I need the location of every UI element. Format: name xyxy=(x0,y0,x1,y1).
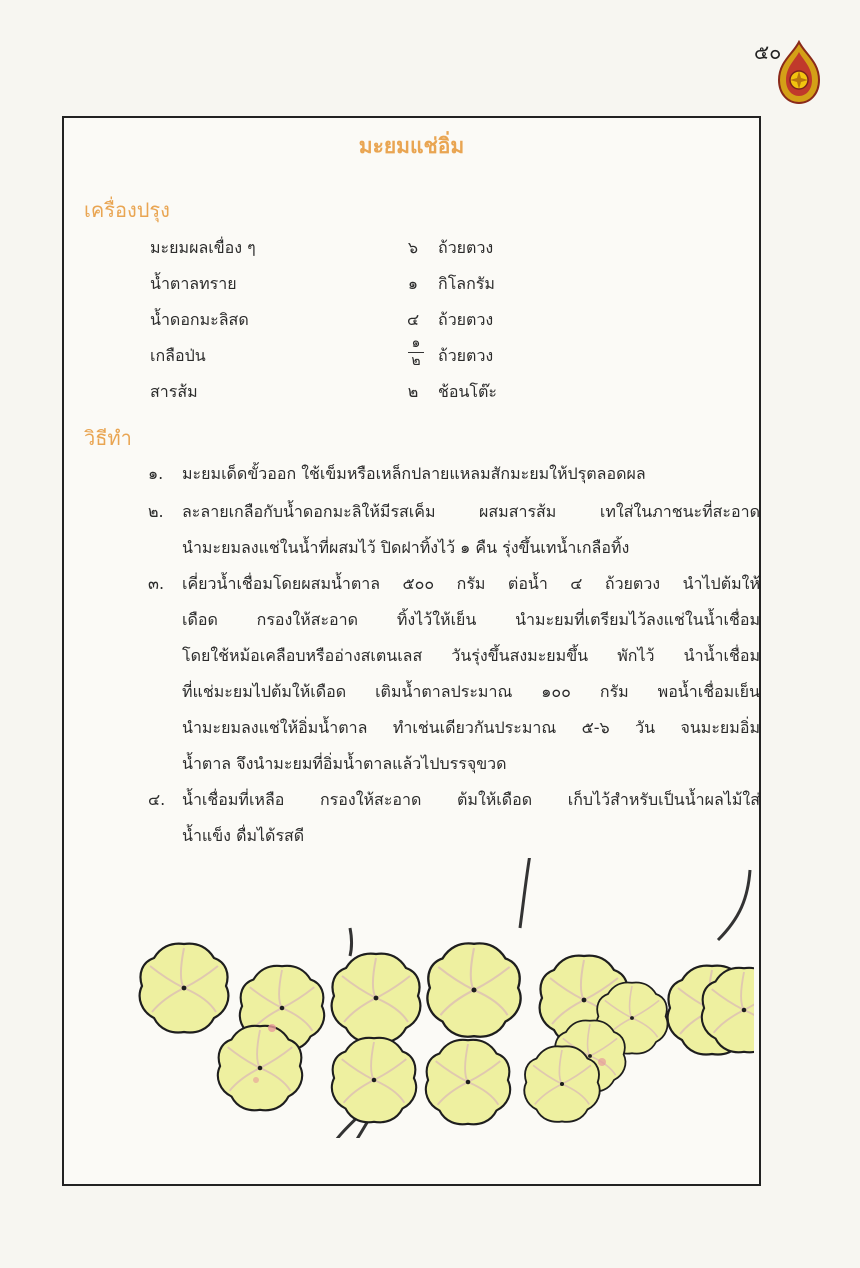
ingredient-qty: ๒ xyxy=(407,382,419,401)
step-line: เคี่ยวน้ำเชื่อมโดยผสมน้ำตาล ๕๐๐ กรัม ต่อน้ำ ๔ ถ้วยตวง นำไปต้มให้ xyxy=(182,574,760,593)
step-line: ละลายเกลือกับน้ำดอกมะลิให้มีรสเค็ม ผสมสารส้ม เทใส่ในภาชนะที่สะอาด xyxy=(182,502,760,521)
ingredient-name: สารส้ม xyxy=(150,382,198,401)
ingredient-qty: ๖ xyxy=(407,238,419,257)
step-number: ๔. xyxy=(148,790,166,809)
ingredient-unit: ถ้วยตวง xyxy=(438,238,494,257)
step-line: โดยใช้หม้อเคลือบหรืออ่างสเตนเลส วันรุ่งขึ้นสงมะยมขึ้น พักไว้ นำน้ำเชื่อม xyxy=(182,646,760,665)
ingredient-unit: กิโลกรัม xyxy=(438,274,495,293)
step-text xyxy=(182,494,760,566)
step-line: นำมะยมลงแช่ในน้ำที่ผสมไว้ ปิดฝาทิ้งไว้ ๑ คืน รุ่งขึ้นเทน้ำเกลือทิ้ง xyxy=(182,538,630,557)
recipe-card xyxy=(62,116,761,1186)
page-number: ๕๐ xyxy=(754,40,782,64)
fraction-numerator: ๑ xyxy=(411,335,421,351)
method-heading: วิธีทำ xyxy=(84,426,132,450)
ingredient-name: น้ำดอกมะลิสด xyxy=(150,310,249,329)
step-line: ที่แช่มะยมไปต้มให้เดือด เติมน้ำตาลประมาณ ๑๐๐ กรัม พอน้ำเชื่อมเย็น xyxy=(182,682,760,701)
step-line: น้ำตาล จึงนำมะยมที่อิ่มน้ำตาลแล้วไปบรรจุขวด xyxy=(182,754,507,773)
step-line: น้ำแข็ง ดื่มได้รสดี xyxy=(182,826,305,845)
recipe-title: มะยมแช่อิ่ม xyxy=(358,133,465,158)
ingredient-unit: ถ้วยตวง xyxy=(438,346,494,365)
step-line: มะยมเด็ดขั้วออก ใช้เข็มหรือเหล็กปลายแหลมสักมะยมให้ปรุตลอดผล xyxy=(182,464,646,483)
ingredient-qty-fraction xyxy=(408,336,424,369)
ingredient-name: มะยมผลเขื่อง ๆ xyxy=(150,238,256,257)
ingredient-unit: ช้อนโต๊ะ xyxy=(438,382,497,401)
ingredient-name: เกลือป่น xyxy=(150,346,206,365)
step-number: ๑. xyxy=(148,464,164,483)
fraction-denominator: ๒ xyxy=(411,353,421,369)
ingredients-heading: เครื่องปรุง xyxy=(84,198,170,222)
ingredient-qty: ๔ xyxy=(406,310,420,329)
ingredient-unit: ถ้วยตวง xyxy=(438,310,494,329)
step-text xyxy=(182,782,760,854)
star-gooseberry-fruits-illustration xyxy=(114,858,754,1138)
step-number: ๒. xyxy=(148,502,164,521)
step-line: นำมะยมลงแช่ให้อิ่มน้ำตาล ทำเช่นเดียวกันประมาณ ๕-๖ วัน จนมะยมอิ่ม xyxy=(182,718,760,737)
step-line: น้ำเชื่อมที่เหลือ กรองให้สะอาด ต้มให้เดือด เก็บไว้สำหรับเป็นน้ำผลไม้ใส่ xyxy=(182,790,760,809)
step-number: ๓. xyxy=(148,574,165,593)
step-line: เดือด กรองให้สะอาด ทิ้งไว้ให้เย็น นำมะยมที่เตรียมไว้ลงแช่ในน้ำเชื่อม xyxy=(182,610,760,629)
ingredient-qty: ๑ xyxy=(407,274,419,293)
step-text xyxy=(182,566,760,782)
institution-seal-icon xyxy=(775,40,823,106)
step-text xyxy=(182,456,760,492)
ingredient-name: น้ำตาลทราย xyxy=(150,274,237,293)
